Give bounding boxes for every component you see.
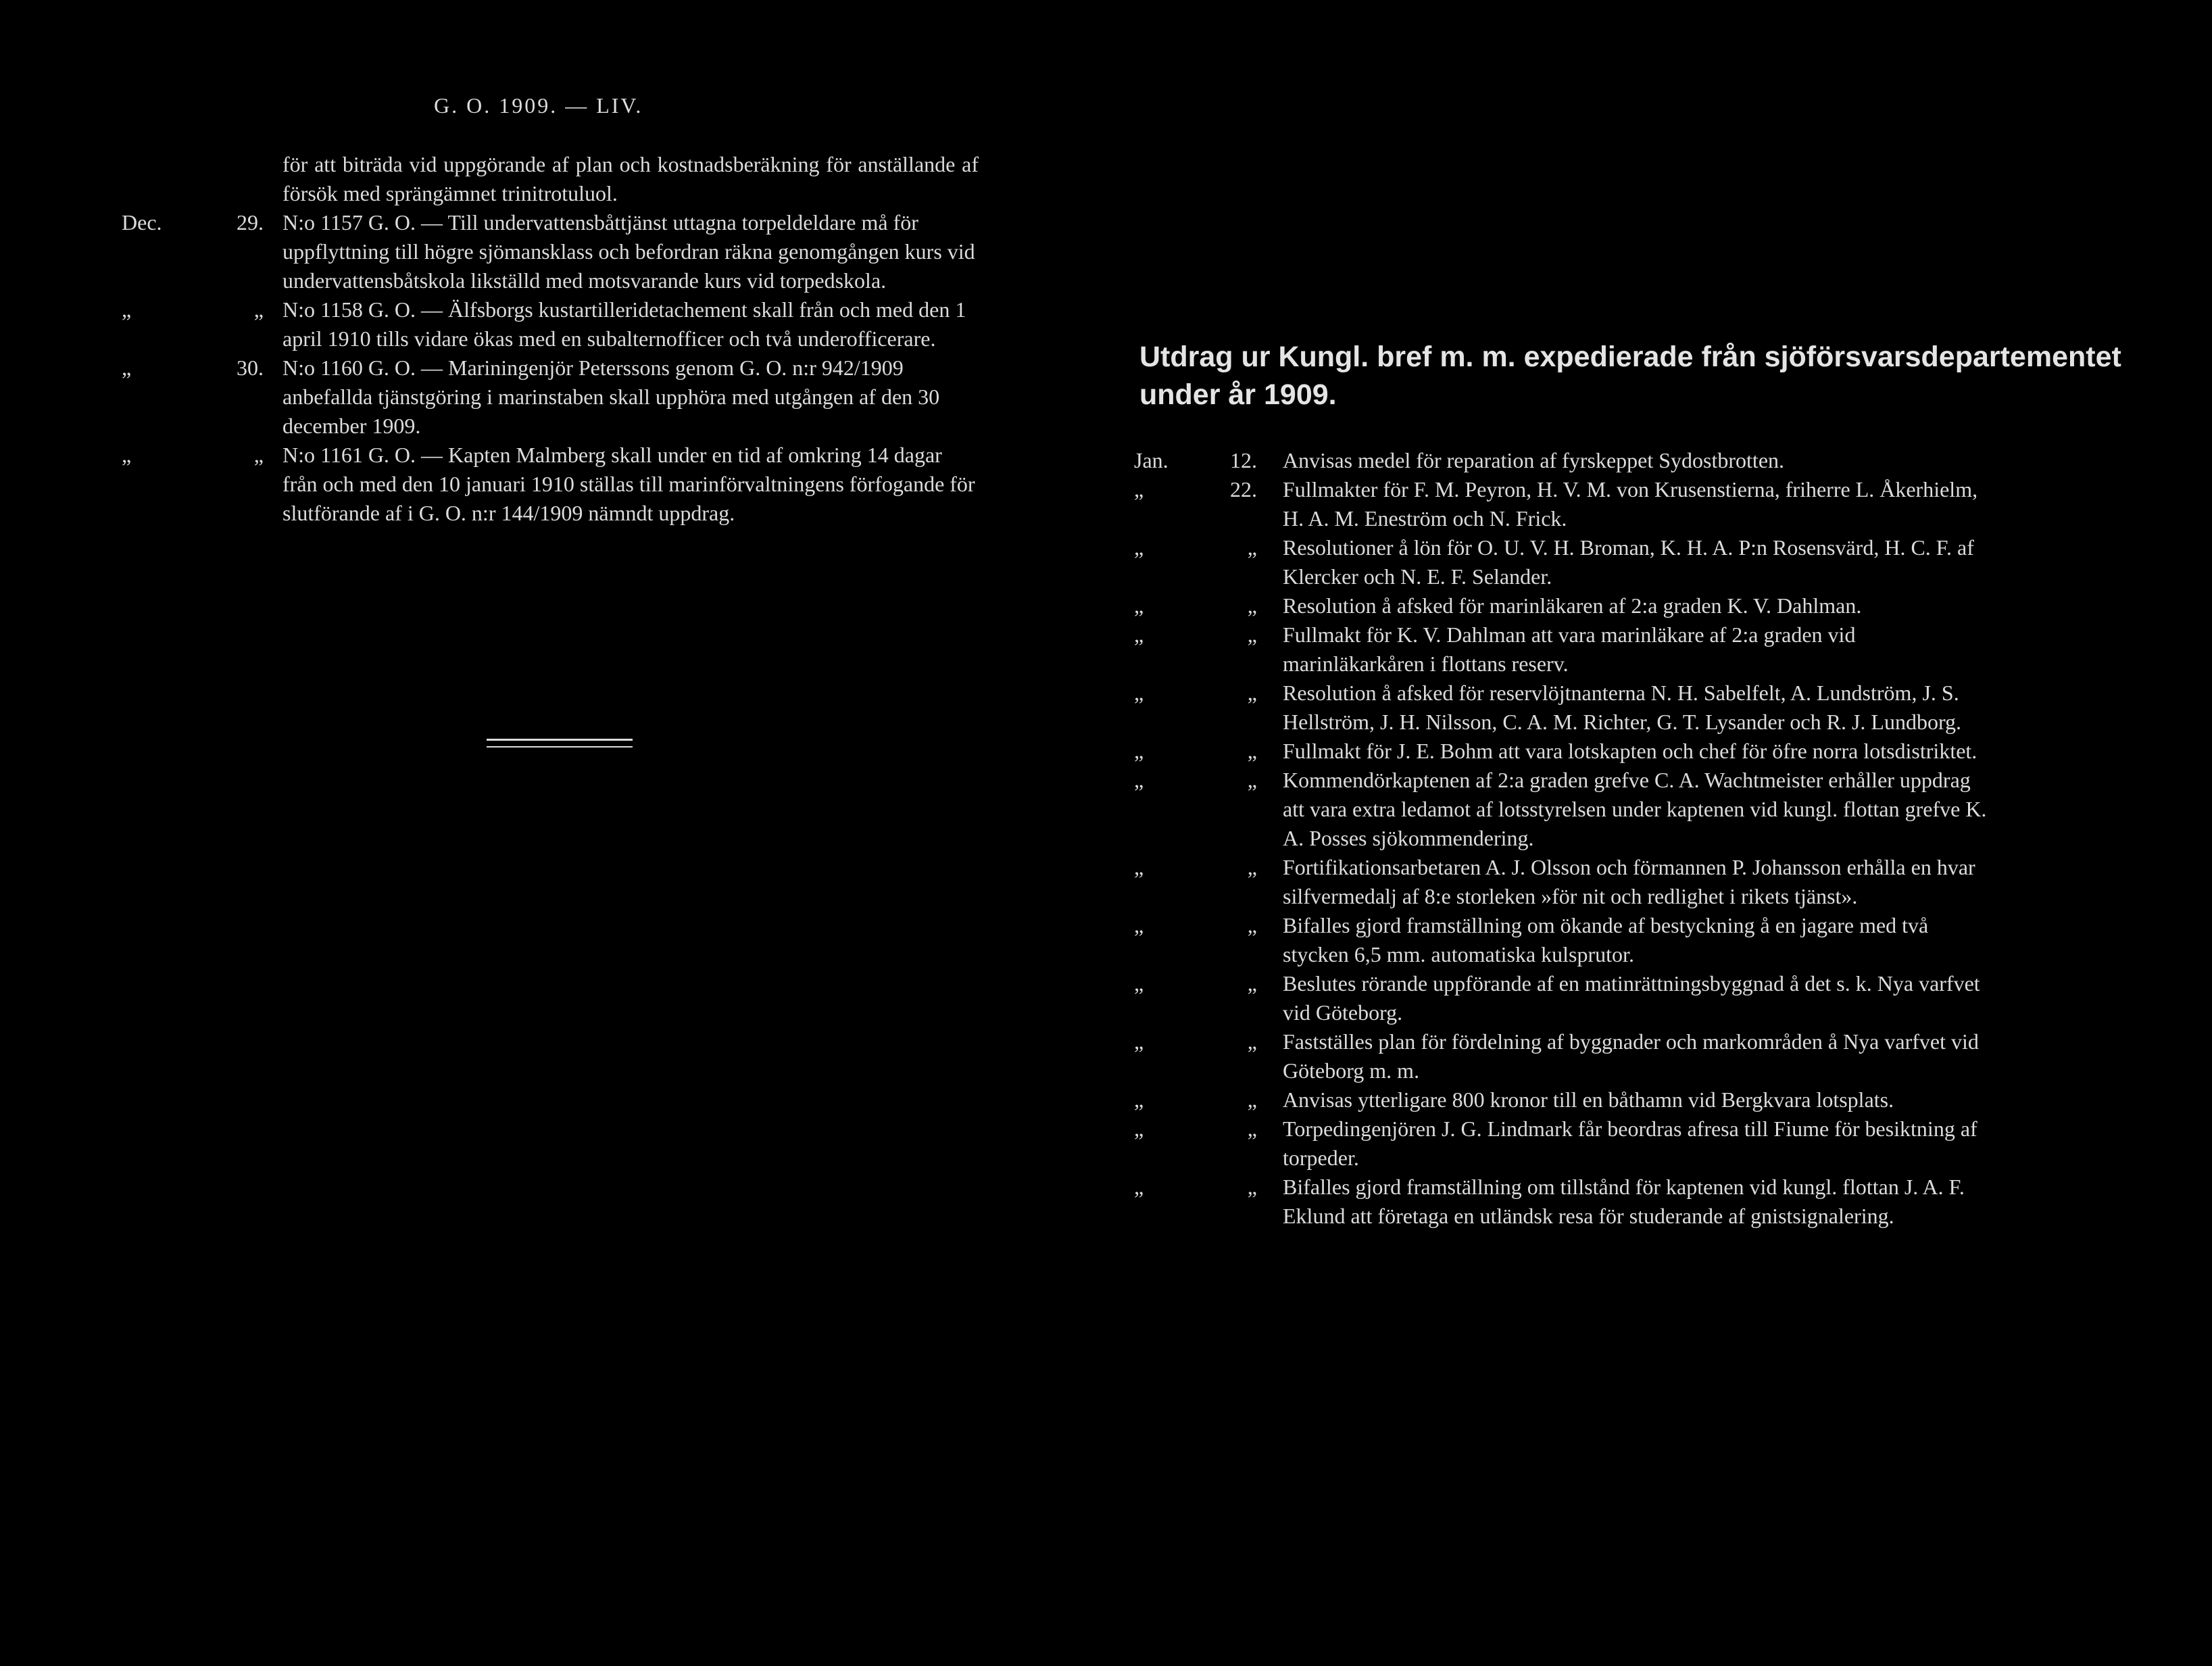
entry [1134, 679, 2080, 737]
entry [122, 441, 987, 528]
entry [122, 295, 987, 353]
left-page [0, 0, 1081, 1666]
entry-text: Torpedingenjören J. G. Lindmark får beordras afresa till Fiume för besiktning af torpeder. [1283, 1117, 1977, 1170]
entry-text: N:o 1158 G. O. — Älfsborgs kustartilleridetachement skall från och med den 1 april 1910 tills vidare ökas med en subalternofficer och två underofficerare. [282, 297, 966, 351]
entry [1134, 766, 2080, 853]
entry [1134, 533, 2080, 591]
entry-month: „ [1134, 768, 1144, 792]
entry-day: „ [1247, 1117, 1257, 1141]
entry-text: Bifalles gjord framställning om ökande af bestyckning å en jagare med två stycken 6,5 mm. automatiska kulsprutor. [1283, 913, 1929, 966]
entry-month: „ [1134, 739, 1144, 763]
entry-text: Fullmakter för F. M. Peyron, H. V. M. von Krusenstierna, friherre L. Åkerhielm, H. A. M. Eneström och N. Frick. [1283, 477, 1978, 531]
entry [1134, 911, 2080, 969]
entry-day: 30. [237, 356, 264, 380]
entry-text: N:o 1157 G. O. — Till undervattensbåttjänst uttagna torpeldeldare må för uppflyttning till högre sjömansklass och befordran räkna genomgången kurs vid undervattensbåtskola likställd med motsvarande kurs vid torpedskola. [282, 210, 975, 293]
entry-day: „ [253, 297, 264, 322]
entry-text: Resolution å afsked för reservlöjtnanterna N. H. Sabelfelt, A. Lundström, J. S. Hellström, J. H. Nilsson, C. A. M. Richter, G. T. Lysander och R. J. Lundborg. [1283, 681, 1962, 734]
entry-text: Fastställes plan för fördelning af byggnader och markområden å Nya varfvet vid Göteborg m. m. [1283, 1029, 1979, 1083]
entry-text: Fullmakt för J. E. Bohm att vara lotskapten och chef för öfre norra lotsdistriktet. [1283, 739, 1977, 763]
entry [1134, 475, 2080, 533]
entry-day: „ [1247, 1087, 1257, 1112]
entry-month: „ [1134, 681, 1144, 705]
entry-day: 22. [1230, 477, 1257, 501]
entry-text: Anvisas ytterligare 800 kronor till en båthamn vid Bergkvara lotsplats. [1283, 1087, 1894, 1112]
entry-month: „ [1134, 971, 1144, 996]
right-entry-list [1134, 446, 2080, 1231]
entry-day: 12. [1230, 448, 1257, 472]
entry-month: „ [1134, 593, 1144, 618]
entry-day: „ [1247, 1175, 1257, 1199]
entry-day: „ [1247, 1029, 1257, 1054]
entry [1134, 620, 2080, 679]
entry-month: „ [1134, 535, 1144, 560]
entry-text: Fortifikationsarbetaren A. J. Olsson och förmannen P. Johansson erhålla en hvar silfvermedalj af 8:e storleken »för nit och redlighet i rikets tjänst». [1283, 855, 1975, 908]
entry-month: „ [1134, 1117, 1144, 1141]
entry-day: „ [1247, 535, 1257, 560]
entry [122, 208, 987, 295]
entry-text: N:o 1161 G. O. — Kapten Malmberg skall under en tid af omkring 14 dagar från och med den 10 januari 1910 ställas till marinförvaltningens förfogande för slutförande af i G. O. n:r 144/1909 nämndt uppdrag. [282, 443, 975, 525]
entry-text: Fullmakt för K. V. Dahlman att vara marinläkare af 2:a graden vid marinläkarkåren i flottans reserv. [1283, 622, 1856, 676]
entry-month: „ [1134, 477, 1144, 501]
running-head: G. O. 1909. — LIV. [434, 93, 643, 118]
entry-month: „ [122, 297, 132, 322]
right-page [1106, 0, 2212, 1666]
entry-text: Anvisas medel för reparation af fyrskeppet Sydostbrotten. [1283, 448, 1785, 472]
entry-month: „ [1134, 1175, 1144, 1199]
entry-text: Bifalles gjord framställning om tillstånd för kaptenen vid kungl. flottan J. A. F. Eklund att företaga en utländsk resa för studerande af gnistsignalering. [1283, 1175, 1965, 1228]
entry-day: „ [1247, 768, 1257, 792]
left-entry-list [122, 150, 987, 528]
entry [1134, 591, 2080, 620]
entry-text: Resolutioner å lön för O. U. V. H. Broman, K. H. A. P:n Rosensvärd, H. C. F. af Klercker och N. E. F. Selander. [1283, 535, 1974, 589]
intro-text: för att biträda vid uppgörande af plan och kostnadsberäkning för anställande af försök med sprängämnet trinitrotuluol. [282, 152, 979, 205]
entry-day: „ [1247, 855, 1257, 879]
section-heading: Utdrag ur Kungl. bref m. m. expedierade från sjöförsvarsdepartementet under år 1909. [1139, 341, 2121, 411]
entry-day: „ [1247, 622, 1257, 647]
entry [1134, 737, 2080, 766]
entry [1134, 446, 2080, 475]
entry [1134, 1085, 2080, 1114]
entry [1134, 1027, 2080, 1085]
entry [1134, 1173, 2080, 1231]
entry-day: „ [1247, 971, 1257, 996]
entry-month: „ [1134, 622, 1144, 647]
entry-text: Resolution å afsked för marinläkaren af 2:a graden K. V. Dahlman. [1283, 593, 1862, 618]
entry [1134, 1114, 2080, 1173]
entry-day: 29. [237, 210, 264, 235]
section-rule [487, 739, 633, 748]
entry-month: „ [1134, 855, 1144, 879]
entry [122, 353, 987, 441]
entry-day: „ [1247, 913, 1257, 937]
entry [1134, 969, 2080, 1027]
entry-text: Kommendörkaptenen af 2:a graden grefve C. A. Wachtmeister erhåller uppdrag att vara extra ledamot af lotsstyrelsen under kaptenen vid kungl. flottan grefve K. A. Posses sjökommendering. [1283, 768, 1987, 850]
entry-month: „ [1134, 913, 1144, 937]
entry-month: „ [122, 443, 132, 467]
entry-day: „ [253, 443, 264, 467]
entry-month: „ [1134, 1029, 1144, 1054]
entry-month: „ [1134, 1087, 1144, 1112]
entry [1134, 853, 2080, 911]
entry-month: „ [122, 356, 132, 380]
entry-text: N:o 1160 G. O. — Mariningenjör Peterssons genom G. O. n:r 942/1909 anbefallda tjänstgöring i marinstaben skall upphöra med utgången af den 30 december 1909. [282, 356, 940, 438]
entry-month: Jan. [1134, 448, 1169, 472]
entry-day: „ [1247, 739, 1257, 763]
entry-day: „ [1247, 681, 1257, 705]
entry-month: Dec. [122, 210, 162, 235]
entry-day: „ [1247, 593, 1257, 618]
entry-text: Beslutes rörande uppförande af en matinrättningsbyggnad å det s. k. Nya varfvet vid Göteborg. [1283, 971, 1980, 1025]
